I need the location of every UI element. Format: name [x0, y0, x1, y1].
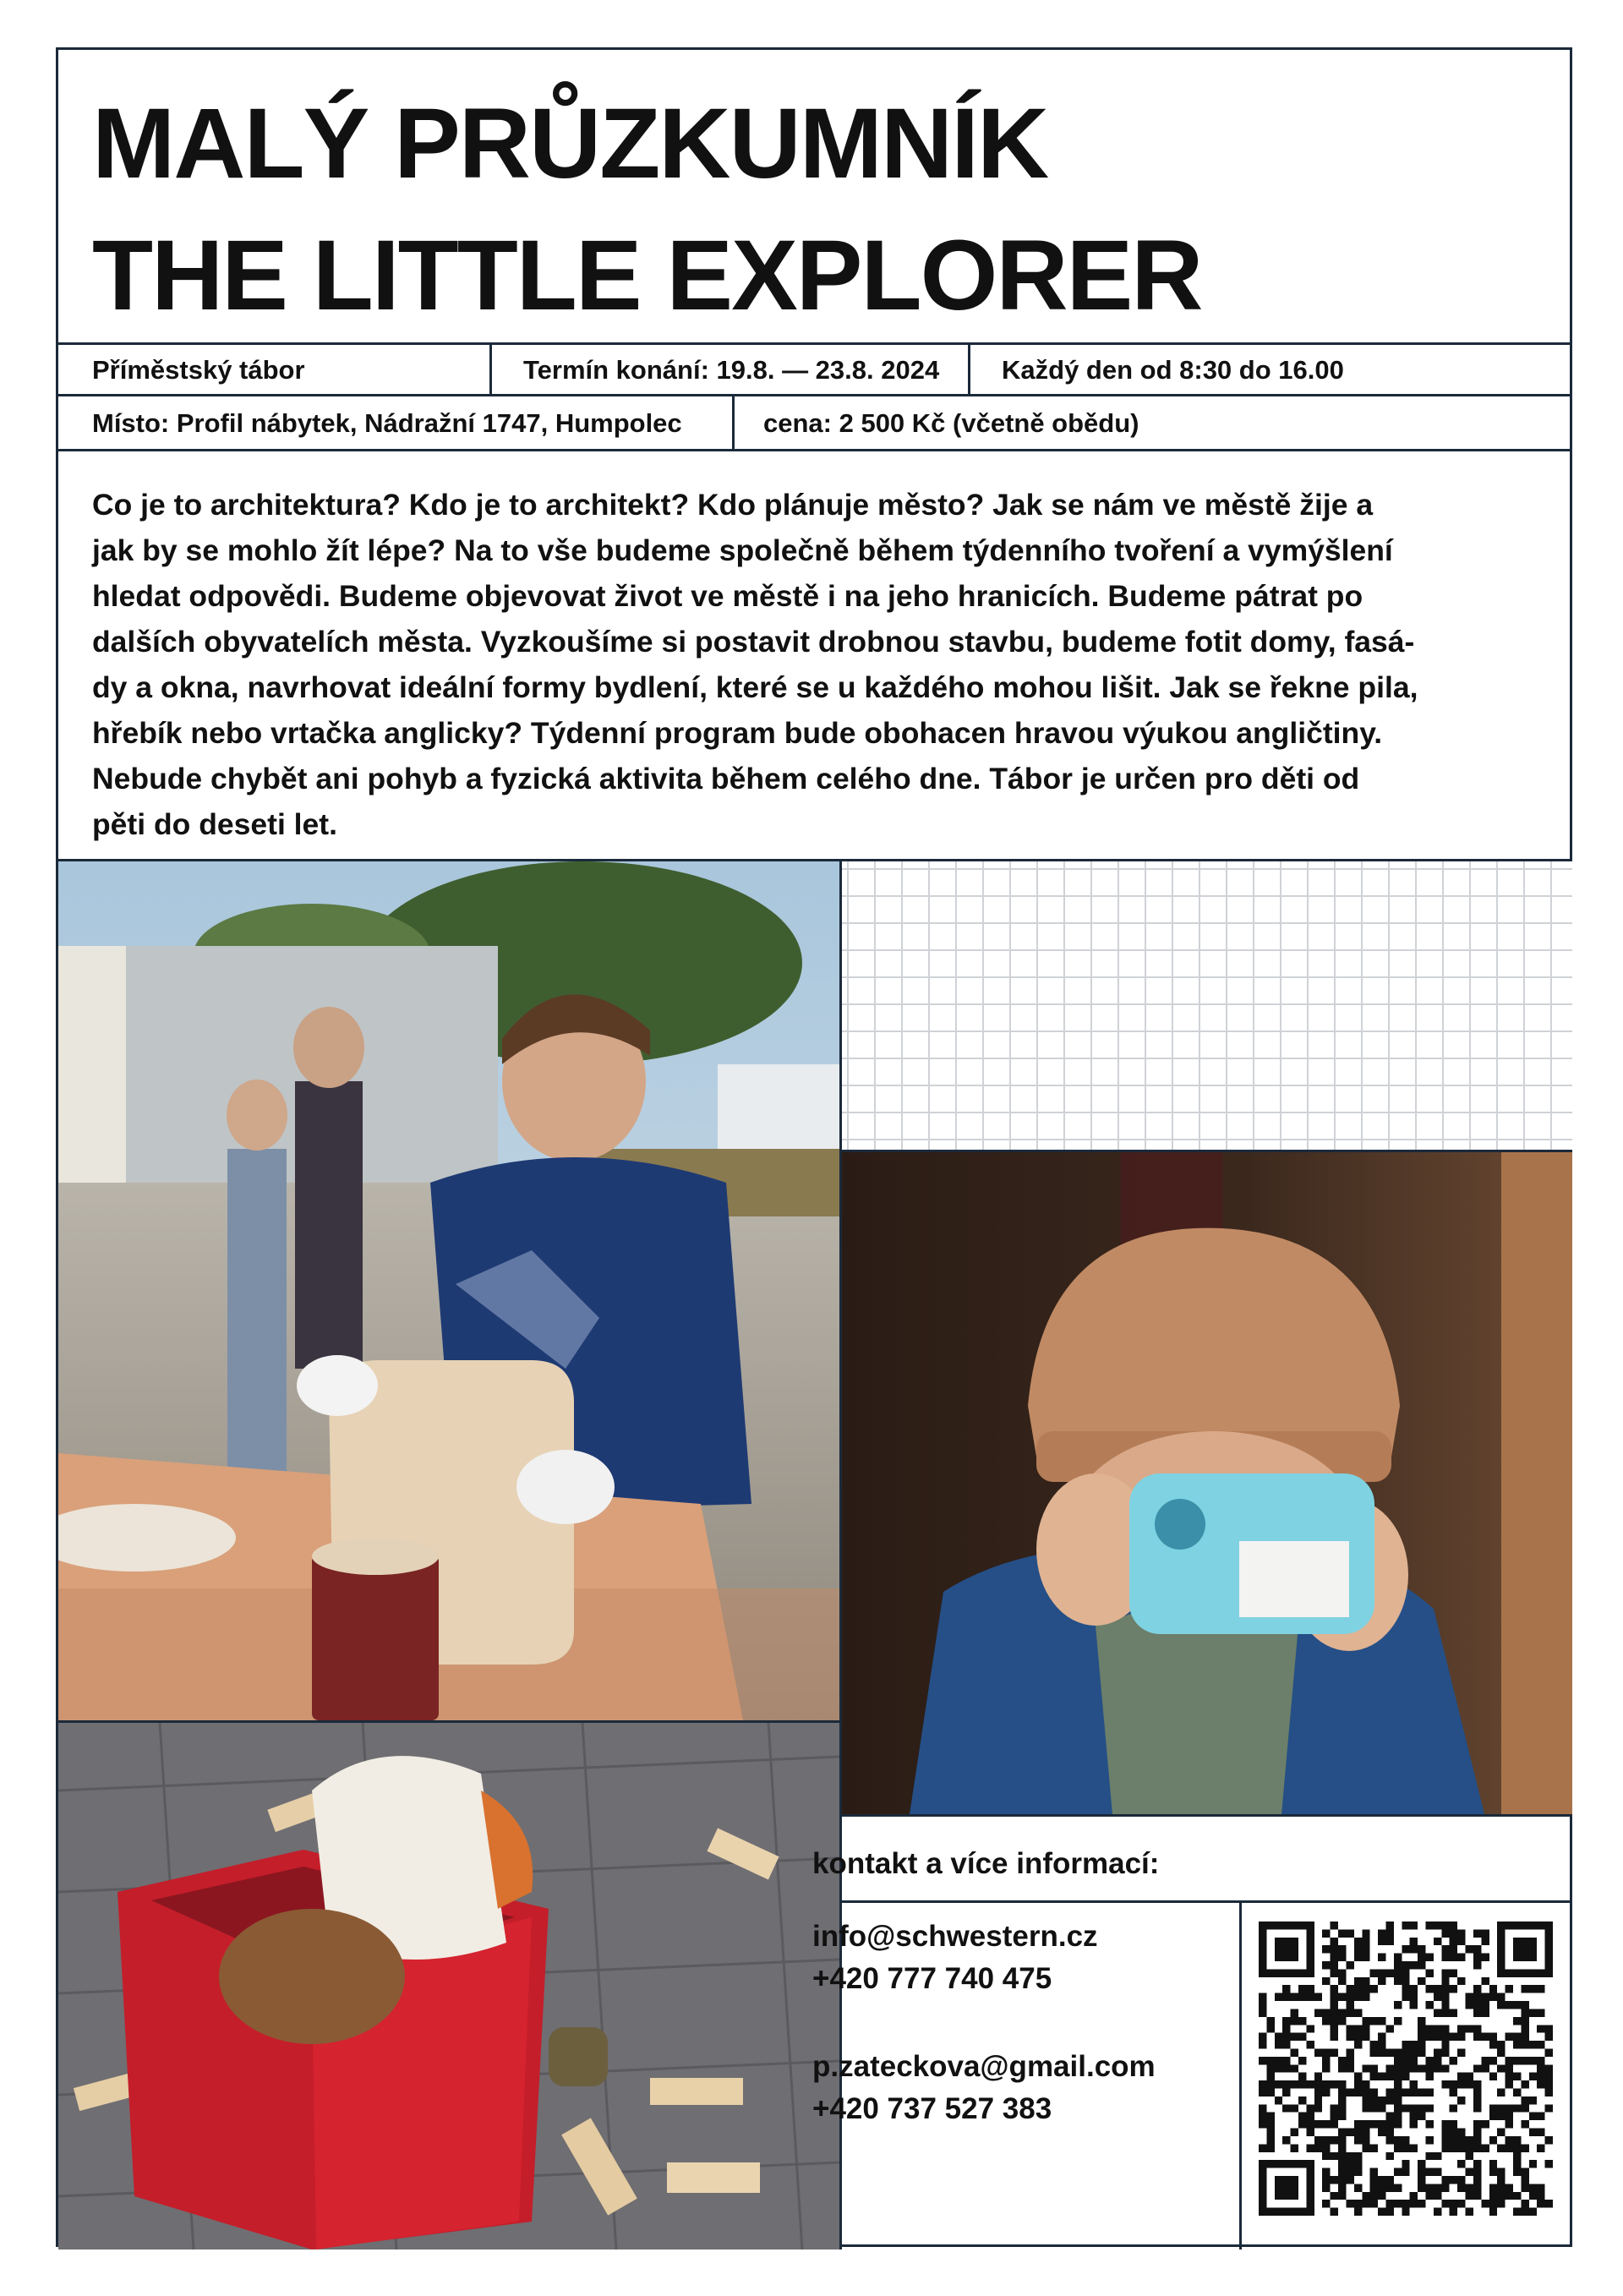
divider: [968, 342, 970, 396]
title-english: THE LITTLE EXPLORER: [92, 220, 1202, 331]
divider: [839, 1900, 1572, 1903]
contact-email-1[interactable]: info@schwestern.cz: [812, 1920, 1098, 1953]
divider: [732, 394, 735, 451]
divider: [839, 1814, 1572, 1817]
divider: [58, 342, 1570, 345]
divider: [489, 342, 492, 396]
camp-dates: Termín konání: 19.8. — 23.8. 2024: [523, 355, 940, 385]
title-czech: MALÝ PRŮZKUMNÍK: [92, 88, 1048, 200]
divider: [1239, 1900, 1242, 2250]
contact-email-2[interactable]: p.zateckova@gmail.com: [812, 2050, 1156, 2083]
contact-phone-2[interactable]: +420 737 527 383: [812, 2092, 1052, 2125]
description-line: Co je to architektura? Kdo je to architekt? Kdo plánuje město? Jak se nám ve městě žije a: [92, 488, 1374, 522]
description-line: hřebík nebo vrtačka anglicky? Týdenní program bude obohacen hravou výukou angličtiny.: [92, 716, 1383, 750]
description-line: hledat odpovědi. Budeme objevovat život ve městě i na jeho hranicích. Budeme pátrat po: [92, 579, 1363, 613]
grid-pattern: [842, 861, 1572, 1150]
divider: [58, 394, 1570, 396]
description-line: Nebude chybět ani pohyb a fyzická aktivita během celého dne. Tábor je určen pro děti od: [92, 762, 1360, 795]
divider: [58, 449, 1570, 451]
description-line: pěti do deseti let.: [92, 807, 337, 841]
photo-boy-sanding: [58, 861, 839, 1720]
qr-code-graphic: [1259, 1922, 1553, 2216]
photo-child-camera: [842, 1152, 1572, 1814]
camp-type: Příměstský tábor: [92, 355, 305, 385]
description-line: dalších obyvatelích města. Vyzkoušíme si postavit drobnou stavbu, budeme fotit domy, fasá-: [92, 625, 1415, 659]
description-line: dy a okna, navrhovat ideální formy bydlení, které se u každého mohou lišit. Jak se řekne pila,: [92, 670, 1418, 704]
camp-hours: Každý den od 8:30 do 16.00: [1002, 355, 1344, 385]
contact-phone-1[interactable]: +420 777 740 475: [812, 1962, 1052, 1995]
camp-price: cena: 2 500 Kč (včetně obědu): [763, 408, 1139, 438]
poster-frame: [56, 47, 1572, 2247]
contact-heading: kontakt a více informací:: [812, 1847, 1160, 1880]
photo-child-box: [58, 1723, 839, 2250]
qr-code: [1259, 1922, 1553, 2216]
description: [92, 482, 1546, 847]
description-line: jak by se mohlo žít lépe? Na to vše budeme společně během týdenního tvoření a vymýšlení: [92, 533, 1393, 567]
camp-place: Místo: Profil nábytek, Nádražní 1747, Humpolec: [92, 408, 682, 438]
